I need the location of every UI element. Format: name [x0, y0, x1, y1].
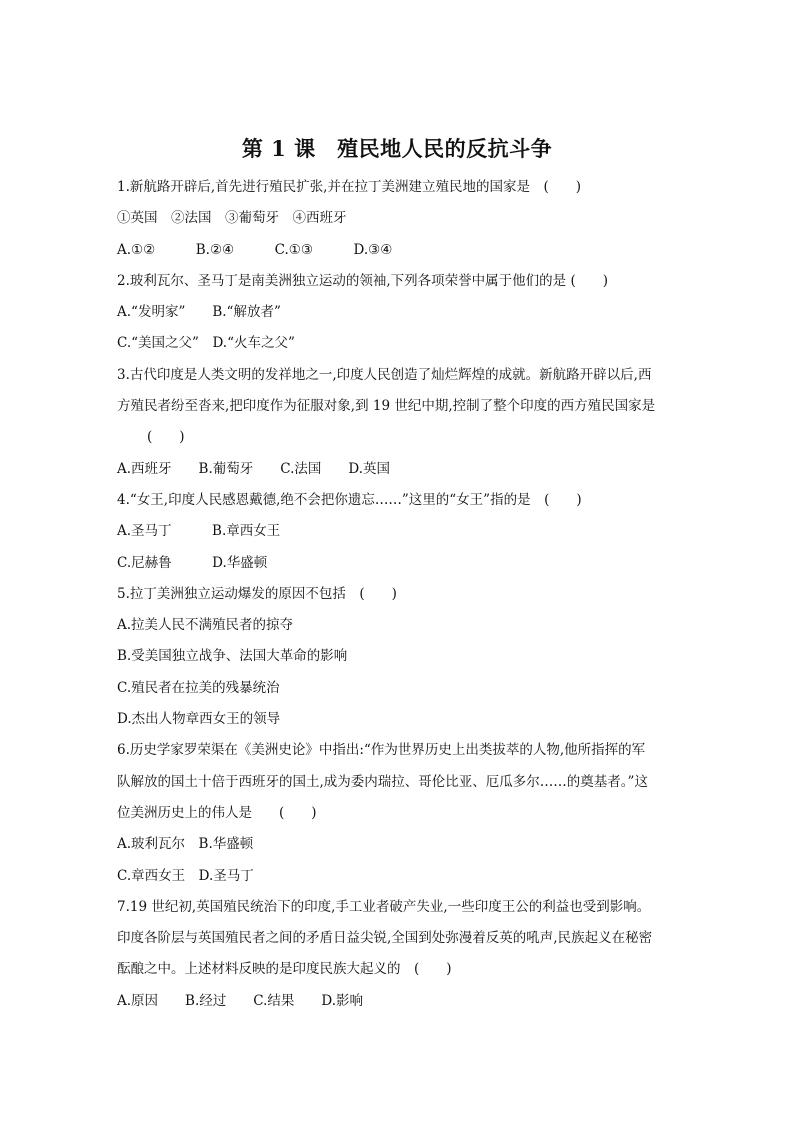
q3-options: A.西班牙 B.葡萄牙 C.法国 D.英国 [117, 460, 391, 477]
q5-option-a: A.拉美人民不满殖民者的掠夺 [117, 617, 294, 634]
q5-option-d: D.杰出人物章西女王的领导 [117, 711, 281, 728]
q1-options: A.①② B.②④ C.①③ D.③④ [117, 241, 393, 258]
q3-stem-line-1: 3.古代印度是人类文明的发祥地之一,印度人民创造了灿烂辉煌的成就。新航路开辟以后,西 [117, 366, 652, 383]
q7-stem-line-1: 7.19 世纪初,英国殖民统治下的印度,手工业者破产失业,一些印度王公的利益也受到影响。 [117, 898, 651, 915]
question-list [117, 172, 683, 1017]
q6-stem-line-1: 6.历史学家罗荣渠在《美洲史论》中指出:“作为世界历史上出类拔萃的人物,他所指挥的军 [117, 742, 646, 759]
q4-options-cd: C.尼赫鲁 D.华盛顿 [117, 554, 268, 571]
q1-items: ①英国 ②法国 ③葡萄牙 ④西班牙 [117, 210, 347, 227]
q7-options: A.原因 B.经过 C.结果 D.影响 [117, 992, 364, 1009]
q7-stem-line-2: 印度各阶层与英国殖民者之间的矛盾日益尖锐,全国到处弥漫着反英的吼声,民族起义在秘密 [117, 930, 653, 947]
q1-stem: 1.新航路开辟后,首先进行殖民扩张,并在拉丁美洲建立殖民地的国家是 ( ) [117, 179, 581, 195]
q2-options-ab: A.“发明家” B.“解放者” [117, 304, 281, 321]
q5-option-b: B.受美国独立战争、法国大革命的影响 [117, 648, 348, 665]
q3-answer-blank: ( ) [147, 429, 185, 446]
q5-stem: 5.拉丁美洲独立运动爆发的原因不包括 ( ) [117, 585, 397, 602]
q7-stem-line-3: 酝酿之中。上述材料反映的是印度民族大起义的 ( ) [117, 961, 452, 978]
q6-stem-line-3: 位美洲历史上的伟人是 ( ) [117, 804, 317, 821]
q5-option-c: C.殖民者在拉美的残暴统治 [117, 679, 280, 696]
q3-stem-line-2: 方殖民者纷至沓来,把印度作为征服对象,到 19 世纪中期,控制了整个印度的西方殖民国家是 [117, 398, 656, 415]
q2-stem: 2.玻利瓦尔、圣马丁是南美洲独立运动的领袖,下列各项荣誉中属于他们的是 ( ) [117, 272, 608, 289]
q6-options-cd: C.章西女王 D.圣马丁 [117, 867, 254, 884]
q4-options-ab: A.圣马丁 B.章西女王 [117, 523, 281, 540]
q4-stem: 4.“女王,印度人民感恩戴德,绝不会把你遗忘……”这里的“女王”指的是 ( ) [117, 491, 582, 508]
q2-options-cd: C.“美国之父” D.“火车之父” [117, 335, 295, 352]
page-title: 第 1 课 殖民地人民的反抗斗争 [241, 136, 553, 161]
q6-options-ab: A.玻利瓦尔 B.华盛顿 [117, 836, 254, 853]
q6-stem-line-2: 队解放的国土十倍于西班牙的国土,成为委内瑞拉、哥伦比亚、厄瓜多尔……的奠基者。”这 [117, 773, 648, 790]
